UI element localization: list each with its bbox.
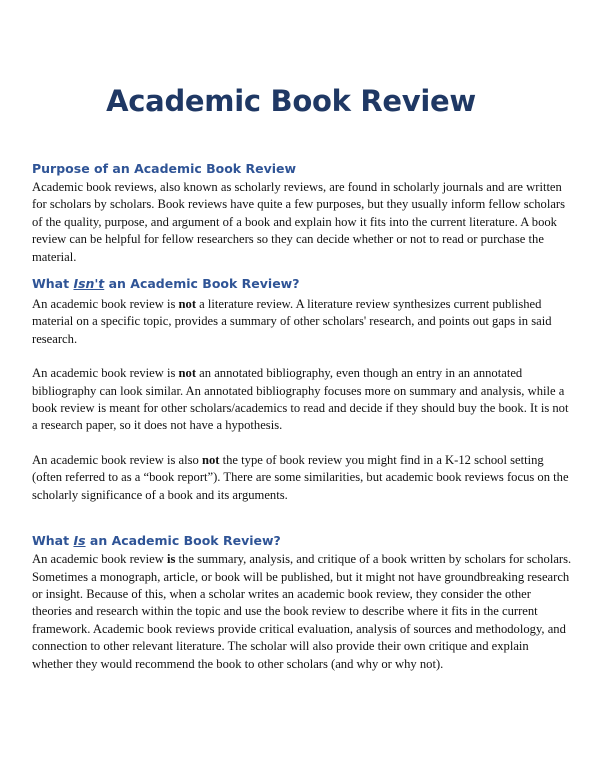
heading-text: What	[32, 276, 74, 292]
paragraph-definition	[32, 551, 572, 673]
bold-word: not	[178, 366, 197, 381]
document-body	[32, 160, 572, 673]
paragraph-text: An academic book review is	[32, 297, 179, 312]
section-heading-what-is	[32, 532, 572, 549]
section-heading-purpose: Purpose of an Academic Book Review	[32, 161, 297, 176]
bold-word: is	[166, 552, 176, 567]
heading-emphasis: Isn't	[73, 276, 105, 292]
paragraph-text: the summary, analysis, and critique of a book written by scholars for scholars. Sometimes a monograph, article, or book will be published, but it might not have groundbreaking research or insight. Because of this, when a scholar writes an academic book review, they consider the other theories and research within the topic and use the book review to describe where it fits in the current framework. Academic book reviews provide critical evaluation, analysis of sources and methodology, and connection to other relevant literature. The scholar will also provide their own critique and explain whether they would recommend the book to other scholars (and why or why not).	[32, 552, 572, 671]
paragraph-text: the type of book review you might find in a K-12 school setting (often referred to as a “book report”). There are some similarities, but academic book reviews focus on the scholarly significance of a book and its arguments.	[32, 452, 569, 502]
paragraph-text: a literature review. A literature review synthesizes current published material on a specific topic, provides a summary of other scholars' research, and points out gaps in said research.	[32, 297, 552, 346]
paragraph-text: An academic book review is also	[32, 452, 202, 467]
paragraph-not-annotated-bibliography	[32, 365, 572, 435]
heading-text: an Academic Book Review?	[104, 276, 300, 292]
document-title: Academic Book Review	[106, 84, 476, 118]
bold-word: not	[178, 297, 197, 312]
paragraph-text: an annotated bibliography, even though an entry in an annotated bibliography can look similar. An annotated bibliography focuses more on summary and analysis, while a book review is meant for other scholars/academics to read and decide if they should buy the book. It is not a research paper, so it does not have a hypothesis.	[32, 366, 569, 433]
paragraph-text: An academic book review is	[32, 366, 179, 381]
heading-text: an Academic Book Review?	[85, 533, 281, 549]
heading-emphasis: Is	[73, 533, 86, 549]
paragraph-text: An academic book review	[32, 552, 167, 567]
heading-text: What	[32, 533, 74, 549]
paragraph-purpose: Academic book reviews, also known as scholarly reviews, are found in scholarly journals and are written for scholars by scholars. Book reviews have quite a few purposes, but they usually inform fellow scholars of the quality, purpose, and argument of a book and explain how it fits into the current literature. A book review can be helpful for fellow researchers so they can decide whether or not to read or purchase the material.	[32, 180, 566, 264]
section-heading-what-isnt	[32, 275, 572, 292]
paragraph-not-book-report	[32, 452, 572, 504]
bold-word: not	[201, 452, 220, 467]
paragraph-not-literature-review	[32, 296, 572, 348]
